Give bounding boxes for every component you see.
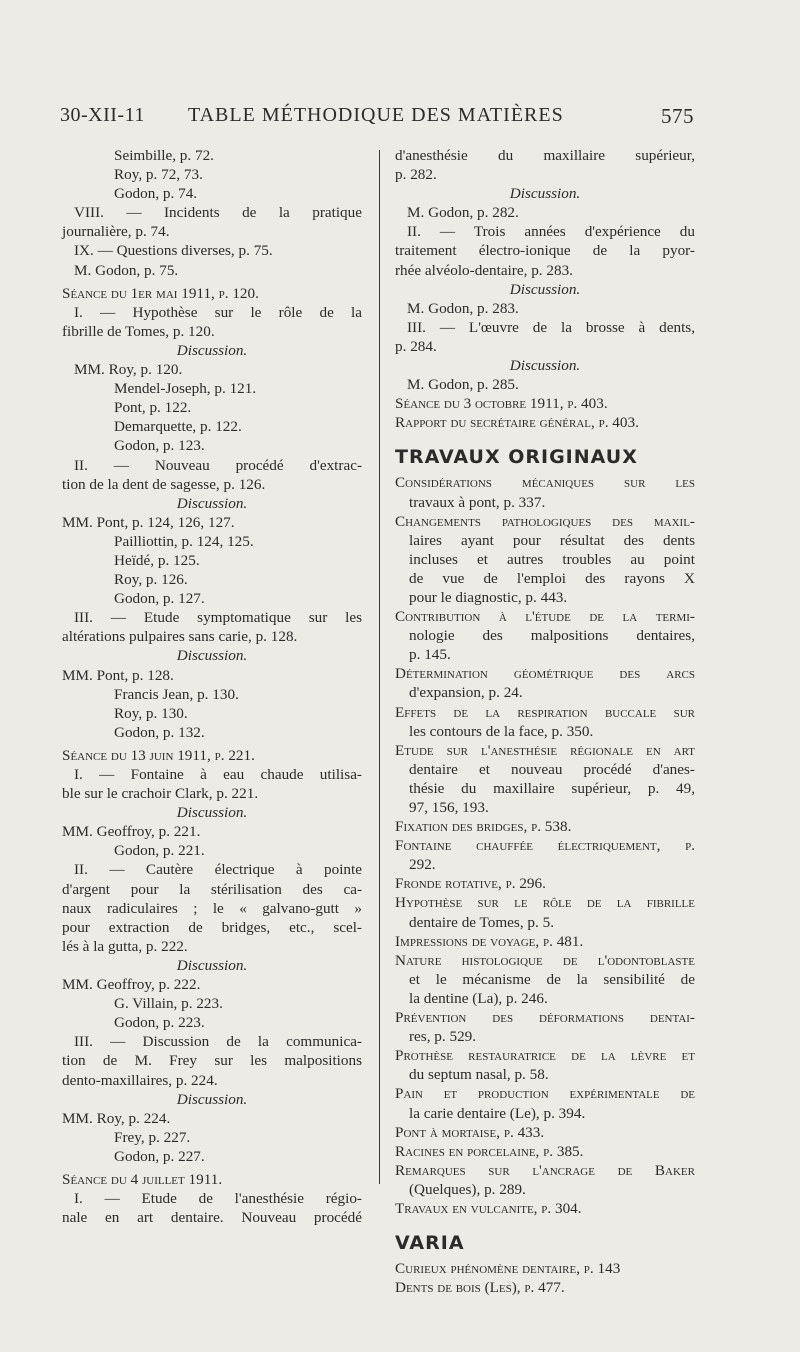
text-line: Détermination géométrique des arcs <box>395 665 695 683</box>
text-line: MM. Geoffroy, p. 221. <box>62 823 201 841</box>
text-line: Changements pathologiques des maxil- <box>395 512 695 530</box>
text-line: nale en art dentaire. Nouveau procédé <box>62 1209 362 1227</box>
text-line: traitement électro-ionique de la pyor- <box>395 242 695 260</box>
text-line: (Quelques), p. 289. <box>409 1180 526 1198</box>
text-line: laires ayant pour résultat des dents <box>409 531 695 549</box>
text-line: Curieux phénomène dentaire, p. 143 <box>395 1260 621 1278</box>
text-line: MM. Pont, p. 124, 126, 127. <box>62 513 235 531</box>
text-line: Frey, p. 227. <box>114 1128 191 1146</box>
text-line: Discussion. <box>509 357 581 375</box>
text-line: M. Godon, p. 282. <box>407 204 519 222</box>
text-line: Demarquette, p. 122. <box>114 418 242 436</box>
text-line: Contribution à l'étude de la termi- <box>395 608 695 626</box>
text-line: Godon, p. 223. <box>114 1014 205 1032</box>
column-divider <box>379 150 380 1184</box>
section-heading: TRAVAUX ORIGINAUX <box>395 446 638 469</box>
text-line: Roy, p. 130. <box>114 704 188 722</box>
text-line: Impressions de voyage, p. 481. <box>395 932 584 950</box>
text-line: et le mécanisme de la sensibilité de <box>409 970 695 988</box>
page-number: 575 <box>661 104 694 128</box>
text-line: 97, 156, 193. <box>409 799 489 816</box>
text-line: Pont, p. 122. <box>114 399 192 417</box>
text-line: Heïdé, p. 125. <box>114 551 200 569</box>
text-line: Godon, p. 132. <box>114 723 205 741</box>
text-line: pour extraction de bridges, etc., scel- <box>62 918 362 936</box>
text-line: ble sur le crachoir Clark, p. 221. <box>62 785 259 803</box>
text-line: M. Godon, p. 285. <box>407 376 519 394</box>
text-line: fibrille de Tomes, p. 120. <box>62 322 215 340</box>
text-line: thésie du maxillaire supérieur, p. 49, <box>409 779 695 797</box>
text-line: rhée alvéolo-dentaire, p. 283. <box>395 261 573 279</box>
text-line: MM. Roy, p. 224. <box>62 1109 171 1127</box>
text-line: Godon, p. 74. <box>114 185 198 203</box>
text-line: res, p. 529. <box>409 1028 477 1046</box>
text-line: journalière, p. 74. <box>62 223 170 241</box>
text-line: Prévention des déformations dentai- <box>395 1009 695 1027</box>
text-line: p. 284. <box>395 337 437 355</box>
right-column <box>395 146 695 1297</box>
text-line: Godon, p. 123. <box>114 437 205 455</box>
text-line: tion de la dent de sagesse, p. 126. <box>62 475 266 493</box>
text-line: Hypothèse sur le rôle de la fibrille <box>395 894 695 912</box>
text-line: incluses et autres troubles au point <box>409 550 695 568</box>
text-line: d'expansion, p. 24. <box>409 684 523 702</box>
text-line: M. Godon, p. 283. <box>407 299 519 317</box>
text-line: Rapport du secrétaire général, p. 403. <box>395 414 639 432</box>
text-line: Pont à mortaise, p. 433. <box>395 1123 545 1141</box>
text-line: Francis Jean, p. 130. <box>114 685 239 703</box>
running-header <box>60 104 694 136</box>
text-line: Fixation des bridges, p. 538. <box>395 818 572 836</box>
text-line: III. — Discussion de la communica- <box>74 1033 362 1051</box>
text-line: I. — Hypothèse sur le rôle de la <box>74 303 362 321</box>
text-line: les contours de la face, p. 350. <box>409 722 594 740</box>
text-line: pour le diagnostic, p. 443. <box>409 588 568 606</box>
text-line: III. — Etude symptomatique sur les <box>74 609 362 627</box>
text-line: Pain et production expérimentale de <box>395 1085 695 1103</box>
text-line: d'argent pour la stérilisation des ca- <box>62 880 362 898</box>
text-line: III. — L'œuvre de la brosse à dents, <box>407 318 695 336</box>
text-line: Effets de la respiration buccale sur <box>395 703 695 721</box>
text-line: Nature histologique de l'odontoblaste <box>395 951 695 969</box>
text-line: Séance du 1er mai 1911, p. 120. <box>62 284 259 302</box>
text-line: Considérations mécaniques sur les <box>395 474 695 492</box>
text-line: dentaire de Tomes, p. 5. <box>409 913 555 931</box>
text-line: d'anesthésie du maxillaire supérieur, <box>395 147 695 164</box>
text-line: Séance du 13 juin 1911, p. 221. <box>62 746 255 764</box>
text-line: I. — Etude de l'anesthésie régio- <box>74 1190 362 1208</box>
text-line: la carie dentaire (Le), p. 394. <box>409 1104 586 1122</box>
text-line: Séance du 3 octobre 1911, p. 403. <box>395 395 608 413</box>
text-line: Discussion. <box>176 647 248 665</box>
text-line: II. — Nouveau procédé d'extrac- <box>74 456 362 474</box>
text-line: Roy, p. 72, 73. <box>114 166 203 184</box>
text-line: naux radiculaires ; le « galvano-gutt » <box>62 899 362 917</box>
text-line: altérations pulpaires sans carie, p. 128. <box>62 628 298 646</box>
text-line: Discussion. <box>509 185 581 203</box>
text-line: p. 282. <box>395 166 437 184</box>
text-line: Séance du 4 juillet 1911. <box>62 1170 223 1188</box>
text-line: Travaux en vulcanite, p. 304. <box>395 1199 582 1217</box>
text-line: Racines en porcelaine, p. 385. <box>395 1142 584 1160</box>
text-line: Fontaine chauffée électriquement, p. <box>395 837 695 855</box>
text-line: de vue de l'emploi des rayons X <box>409 569 695 587</box>
section-heading: VARIA <box>395 1232 465 1255</box>
text-line: Mendel-Joseph, p. 121. <box>114 380 257 398</box>
text-line: Discussion. <box>176 956 248 974</box>
text-line: Discussion. <box>509 280 581 298</box>
text-line: II. — Cautère électrique à pointe <box>74 861 362 879</box>
text-line: Seimbille, p. 72. <box>114 147 214 164</box>
left-column <box>62 146 362 1227</box>
text-line: travaux à pont, p. 337. <box>409 493 546 511</box>
text-line: Godon, p. 221. <box>114 842 205 860</box>
text-line: I. — Fontaine à eau chaude utilisa- <box>74 766 362 783</box>
text-line: IX. — Questions diverses, p. 75. <box>74 242 273 260</box>
text-line: dento-maxillaires, p. 224. <box>62 1071 218 1089</box>
text-line: lés à la gutta, p. 222. <box>62 937 188 955</box>
text-line: Discussion. <box>176 1090 248 1108</box>
text-line: nologie des malpositions dentaires, <box>409 627 695 645</box>
text-line: MM. Geoffroy, p. 222. <box>62 976 201 994</box>
text-line: II. — Trois années d'expérience du <box>407 223 695 241</box>
text-line: G. Villain, p. 223. <box>114 995 223 1013</box>
text-line: Prothèse restauratrice de la lèvre et <box>395 1047 695 1065</box>
header-title: TABLE MÉTHODIQUE DES MATIÈRES <box>188 104 564 126</box>
text-line: 292. <box>409 856 436 874</box>
text-line: dentaire et nouveau procédé d'anes- <box>409 760 695 778</box>
text-line: Remarques sur l'ancrage de Baker <box>395 1161 695 1179</box>
text-line: Etude sur l'anesthésie régionale en art <box>395 741 695 759</box>
text-line: MM. Pont, p. 128. <box>62 666 174 684</box>
text-line: Dents de bois (Les), p. 477. <box>395 1279 565 1297</box>
text-line: p. 145. <box>409 646 451 664</box>
text-line: Fronde rotative, p. 296. <box>395 875 546 893</box>
text-line: tion de M. Frey sur les malpositions <box>62 1052 362 1070</box>
text-line: Discussion. <box>176 804 248 822</box>
text-line: Godon, p. 227. <box>114 1147 205 1165</box>
text-line: Godon, p. 127. <box>114 590 205 608</box>
text-line: Discussion. <box>176 341 248 359</box>
text-line: la dentine (La), p. 246. <box>409 989 548 1007</box>
text-line: Roy, p. 126. <box>114 571 188 589</box>
text-line: Pailliottin, p. 124, 125. <box>114 532 254 550</box>
header-date: 30-XII-11 <box>60 104 145 126</box>
text-line: Discussion. <box>176 494 248 512</box>
text-line: MM. Roy, p. 120. <box>74 361 183 379</box>
text-line: VIII. — Incidents de la pratique <box>74 204 362 222</box>
text-line: M. Godon, p. 75. <box>74 261 179 279</box>
text-line: du septum nasal, p. 58. <box>409 1066 549 1084</box>
